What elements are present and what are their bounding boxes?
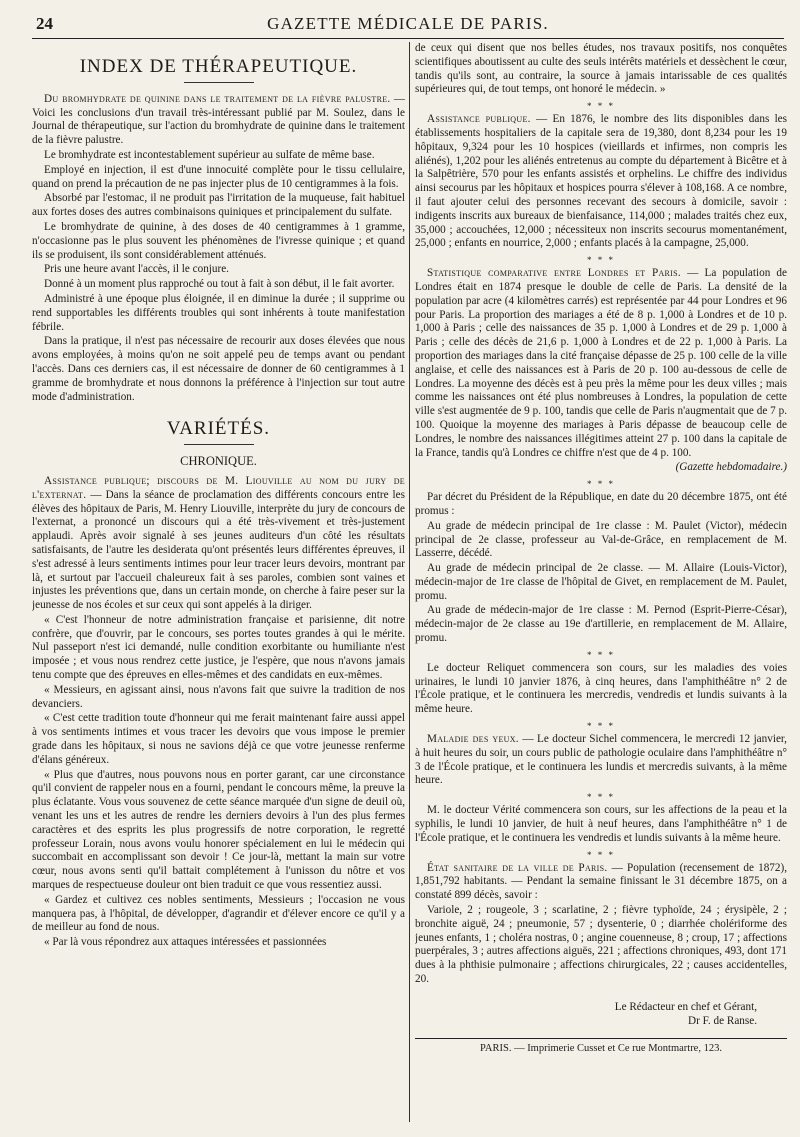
separator-stars: * * * <box>587 649 615 660</box>
paragraph: « Gardez et cultivez ces nobles sentiments, Messieurs ; l'occasion ne vous manquera pas, à l'hôpital, de développer, d'agrandir et d'élever encore ce qu'il y a de meilleur au fond de nous. <box>32 893 405 934</box>
separator-stars: * * * <box>587 792 615 803</box>
column-divider <box>409 42 410 1122</box>
title-rule <box>184 82 254 83</box>
signature-line: Le Rédacteur en chef et Gérant, <box>614 1000 757 1013</box>
etat-paragraph: État sanitaire de la ville de Paris. — Population (recensement de 1872), 1,851,792 habitants. — Pendant la semaine finissant le 31 décembre 1875, on a constaté 899 décès, savoir : <box>415 861 787 902</box>
journal-title: GAZETTE MÉDICALE DE PARIS. <box>267 14 549 33</box>
chronique-intro: Assistance publique; discours de M. Liouville au nom du jury de l'externat. — Dans la séance de proclamation des différents concours entre les élèves des hôpitaux de Paris, M. Henry Liouville, interprète du jury de concours de l'externat, a prononcé un discours qui a été très-vivement et très-justement applaudi. Après avoir signalé à ses jeunes auditeurs d'un côté les résultats satisfaisants, de l'autre les desiderata qu'ont présentés leurs différentes épreuves, il s'est adressé à leurs sentiments intimes pour leur tracer leurs devoirs, montrant par là, et surtout par l'accueil chaleureux fait à ses paroles, combien sont vaines et injustes les préventions que, dans un certain monde, on cherche à faire peser sur la jeunesse de nos écoles et sur ceux qui sont appelés à la diriger. <box>32 474 405 612</box>
paragraph: Dans la pratique, il n'est pas nécessaire de recourir aux doses élevées que nous avons employées, à moins qu'on ne soit appelé peu de temps avant ou pendant l'accès. Dans ces derniers cas, il est nécessaire de donner de 60 centigrammes à 1 gramme de bromhydrate et nous donnons la préférence à l'injection sur tout autre mode d'administration. <box>32 335 405 403</box>
signature-name: Dr F. de Ranse. <box>687 1014 757 1027</box>
page-number: 24 <box>36 14 53 33</box>
right-column <box>415 42 787 1122</box>
paragraph: « C'est l'honneur de notre administration française et parisienne, dit notre confrère, que d'ouvrir, par le concours, ses portes toutes grandes à qui le mérite. Nul passeport n'est ici demandé, nulle condition exorbitante ou humiliante n'est imposée ; et vous nous rendrez cette justice, je l'espère, que nous n'avons jamais tenu compte que des épreuves en elles-mêmes et des candidats en eux-mêmes. <box>32 613 405 682</box>
index-lead: Du bromhydrate de quinine dans le traitement de la fièvre palustre. <box>44 92 391 105</box>
index-title: INDEX DE THÉRAPEUTIQUE. <box>79 56 358 77</box>
paragraph: Par décret du Président de la République, en date du 20 décembre 1875, ont été promus : <box>415 491 787 517</box>
varietes-title: VARIÉTÉS. <box>166 418 271 440</box>
separator-stars: * * * <box>587 101 615 112</box>
paragraph: Donné à un moment plus rapproché ou tout à fait à son début, il le fait avorter. <box>44 278 395 291</box>
separator-stars: * * * <box>587 255 615 266</box>
paragraph: Le bromhydrate est incontestablement supérieur au sulfate de même base. <box>44 148 375 161</box>
etat-lead: État sanitaire de la ville de Paris. <box>427 861 608 874</box>
paragraph: « C'est cette tradition toute d'honneur qui me ferait maintenant faire aussi appel à vos sentiments intimes et vous tracer les devoirs que vous impose le premier grade dans les hôpitaux, si nous ne savions déjà ce que votre jeunesse renferme d'élans généreux. <box>32 712 405 766</box>
yeux-paragraph: Maladie des yeux. — Le docteur Sichel commencera, le mercredi 12 janvier, à huit heures du soir, un cours public de pathologie oculaire dans l'amphithéâtre n° 3 de l'École pratique, et le continuera les lundis et mercredis suivants, à la même heure. <box>415 733 787 787</box>
paragraph: « Par là vous répondrez aux attaques intéressées et passionnées <box>44 936 327 949</box>
paragraph: M. le docteur Vérité commencera son cours, sur les affections de la peau et la syphilis, le lundi 10 janvier, de huit à neuf heures, dans l'amphithéâtre n° 1 de l'École pratique, et le continuera les vendredis et lundis suivants à la même heure. <box>415 804 787 844</box>
statistique-paragraph: Statistique comparative entre Londres et Paris. — La population de Londres était en 1874 presque le double de celle de Paris. La densité de la population par acre (4 kilomètres carrés) est représentée par 44 pour Londres et 96 pour Paris. La proportion des mariages a été de 8 p. 1,000 à Londres et de 10 p. 1,000 à Paris ; celle des naissances de 35 p. 1,000 à Londres et de 29 p. 1,000 à Paris ; celle des décès de 21,6 p. 1,000 à Londres et de 22 p. 1,000 à Paris. La proportion des mariages dans la cité française dépasse de 25 p. 100 celle de la ville anglaise, et celle des naissances est à Paris de 20 p. 100 au-dessous de celle de Londres. La moyenne des décès est à peu près la même pour les deux villes ; mais comme les naissances ont été plus nombreuses à Londres, la population de cette ville s'est augmentée de 9 p. 100, tandis que celle de Paris n'augmentait que de 7 p. 100. Quoique la moyenne des mariages à Paris dépasse de beaucoup celle de Londres, le nombre des naissances illégitimes atteint 27 p. 100 dans la capitale de la France, tandis qu'à Londres ce chiffre n'est que de 4 p. 100. <box>415 267 787 459</box>
paragraph: Au grade de médecin principal de 2e classe. — M. Allaire (Louis-Victor), médecin-major de 1re classe de l'hôpital de Givet, en remplacement de M. Paulet, promu. <box>415 562 787 602</box>
separator-stars: * * * <box>587 721 615 732</box>
yeux-lead: Maladie des yeux. <box>427 733 519 746</box>
paragraph: Au grade de médecin principal de 1re classe : M. Paulet (Victor), médecin principal de 2e classe, professeur au Val-de-Grâce, en remplacement de M. Lasserre, décédé. <box>415 519 787 560</box>
separator-stars: * * * <box>587 849 615 860</box>
paragraph: de ceux qui disent que nos belles études, nos travaux positifs, nos conquêtes scientifiques aboutissent au culte des seuls intérêts matériels et dessèchent le cœur, tandis qu'ils sont, au contraire, la source à jamais intarissable de ces qualités supérieures qui, de tout temps, ont honoré le médecin. » <box>415 42 787 96</box>
chronique-title: CHRONIQUE. <box>180 454 257 469</box>
paragraph: Variole, 2 ; rougeole, 3 ; scarlatine, 2 ; fièvre typhoïde, 24 ; érysipèle, 2 ; bronchite aiguë, 24 ; pneumonie, 57 ; dysenterie, 0 ; diarrhée cholériforme des jeunes enfants, 1 ; choléra nostras, 0 ; angine couenneuse, 8 ; croup, 17 ; affections puerpérales, 3 ; autres affections aiguës, 221 ; affections chroniques, 493, dont 171 dues à la phthisie pulmonaire ; affections chirurgicales, 22 ; causes accidentelles, 20. <box>415 904 787 986</box>
chronique-lead: Assistance publique; discours de M. Liouville au nom du jury de l'externat. <box>32 474 405 501</box>
page-header <box>32 12 784 39</box>
paragraph: « Messieurs, en agissant ainsi, nous n'avons fait que suivre la tradition de nos devanciers. <box>32 683 405 710</box>
index-intro: Du bromhydrate de quinine dans le traitement de la fièvre palustre. — Voici les conclusions d'un travail très-intéressant publié par M. Soulez, dans le Journal de thérapeutique, sur l'action du bromhydrate de quinine dans le traitement de la fièvre palustre. <box>32 92 405 147</box>
left-column <box>32 42 405 1122</box>
paragraph: Le bromhydrate de quinine, à des doses de 40 centigrammes à 1 gramme, n'occasionne pas le plus souvent les phénomènes de l'ivresse quinique ; et quand ils se produisent, ils sont considérablement atténués. <box>32 220 405 261</box>
statistique-lead: Statistique comparative entre Londres et Paris. <box>427 267 681 280</box>
paragraph: Pris une heure avant l'accès, il le conjure. <box>44 263 229 276</box>
separator-stars: * * * <box>587 479 615 490</box>
paragraph: Le docteur Reliquet commencera son cours, sur les maladies des voies urinaires, le lundi 10 janvier 1876, à cinq heures, dans l'amphithéâtre n° 2 de l'École pratique, et le continuera les mercredis, vendredis et lundis suivants à la même heure. <box>415 661 787 716</box>
paragraph: Administré à une époque plus éloignée, il en diminue la durée ; il supprime ou rend supportables les différents troubles qui sont inhérents à toute manifestation fébrile. <box>32 292 405 333</box>
paragraph: Absorbé par l'estomac, il ne produit pas l'irritation de la muqueuse, fait habituel aux fortes doses des autres combinaisons quiniques et principalement du sulfate. <box>32 192 405 219</box>
paragraph: Au grade de médecin-major de 1re classe : M. Pernod (Esprit-Pierre-César), médecin-major de 2e classe au 19e d'artillerie, en remplacement de M. Allaire, promu. <box>415 604 787 645</box>
title-rule <box>184 444 254 445</box>
paragraph: « Plus que d'autres, nous pouvons nous en porter garant, car une circonstance qu'il convient de rappeler nous en a fourni, pendant le concours même, la preuve la plus éclatante. Vous vous souvenez de cette séance marquée d'un signe de deuil où, venant les uns et les autres de rendre les derniers devoirs à l'un des plus fermes caractères et des esprits les plus progressifs de notre corporation, le regretté professeur Lorain, nous avons voulu honorer spécialement en lui le médecin qui succombait en accomplissant son devoir ! Ce jour-là, mettant la main sur votre cœur, nous avons senti qu'il battait complétement à l'unisson du nôtre et vos marques de respectueuse douleur ont bien traduit ce que vous ressentiez aussi. <box>32 768 405 892</box>
printer-imprint: PARIS. — Imprimerie Cusset et Ce rue Montmartre, 123. <box>415 1038 787 1056</box>
source-citation: (Gazette hebdomadaire.) <box>675 461 787 474</box>
assistance-paragraph: Assistance publique. — En 1876, le nombre des lits disponibles dans les établissements hospitaliers de la capitale sera de 19,380, dont 8,234 pour les 19 hôpitaux, 9,324 pour les 10 hospices (vieillards et infirmes, non compris les aliénés), 1,202 pour les aliénés entretenus au compte du département à Bicêtre et à la Salpêtrière, 570 pour les enfants assistés et orphelins. Le chiffre des individus ainsi secourus par les hôpitaux et hospices pourra s'élever à 108,168. A ce nombre, il faut ajouter celui des personnes recevant des secours à domicile, savoir : indigents inscrits aux bureaux de bienfaisance, 114,000 ; malades traités chez eux, 35,000 ; accouchées, 12,000 ; nécessiteux non inscrits secourus momentanément, 25,000 ; enfants en nourrice, 2,000 ; enfants placés à la campagne, 25,000. <box>415 113 787 250</box>
assistance-lead: Assistance publique. <box>427 113 531 126</box>
paragraph: Employé en injection, il est d'une innocuité complète pour le tissu cellulaire, quand on prend la précaution de ne pas injecter plus de 10 centigrammes à la fois. <box>32 163 405 190</box>
